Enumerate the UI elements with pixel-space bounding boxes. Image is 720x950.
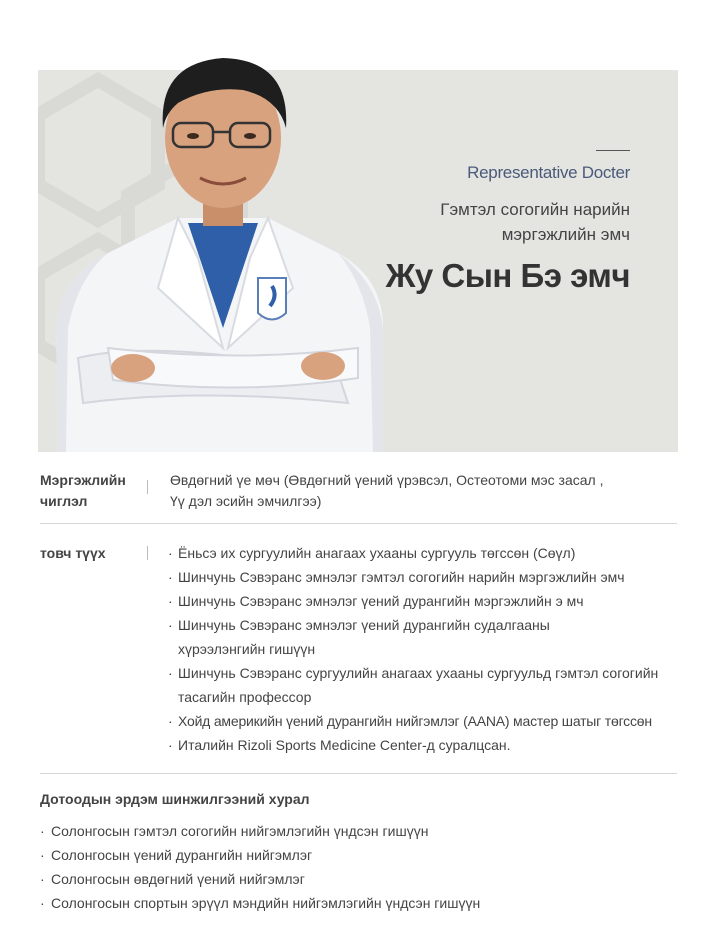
list-item: · Хойд америкийн үений дурангийн нийгэмлэг (AANA) мастер шатыг төгссөн — [168, 709, 680, 733]
row-separator — [147, 480, 148, 494]
list-item: · Шинчунь Сэвэранс эмнэлэг үений дурангийн мэргэжлийн э мч — [168, 589, 680, 613]
specialty-content — [170, 470, 604, 512]
divider — [40, 523, 677, 524]
specialty-row — [40, 470, 677, 514]
bio-row — [40, 543, 677, 758]
hero-subtitle-english: Representative Docter — [467, 163, 630, 182]
list-item: · Солонгосын спортын эрүүл мэндийн нийгэмлэгийн үндсэн гишүүн — [40, 891, 480, 915]
specialty-label: Мэргэжлийн чиглэл — [40, 472, 126, 509]
list-item: · Шинчунь Сэвэранс сургуулийн анагаах ухааны сургуульд гэмтэл согогийн тасагийн профессор — [168, 661, 680, 709]
divider — [40, 773, 677, 774]
hero-specialty: Гэмтэл согогийн нарийн мэргэжлийн эмч — [440, 200, 630, 244]
bio-label: товч түүх — [40, 545, 106, 561]
list-item: · Солонгосын гэмтэл согогийн нийгэмлэгийн үндсэн гишүүн — [40, 819, 480, 843]
specialty-line-1: Өвдөгний үе мөч (Өвдөгний үений үрэвсэл, Остеотоми мэс засал , — [170, 472, 604, 488]
hero-text-block — [386, 150, 630, 295]
list-item: · Италийн Rizoli Sports Medicine Center-д суралцсан. — [168, 733, 680, 757]
doctor-name: Жу Сын Бэ эмч — [385, 257, 630, 294]
list-item: · Шинчунь Сэвэранс эмнэлэг үений дурангийн судалгааны хүрээлэнгийн гишүүн — [168, 613, 578, 661]
doctor-photo — [38, 28, 398, 452]
specialty-line-2: Үү дэл эсийн эмчилгээ) — [170, 493, 322, 509]
row-separator — [147, 546, 148, 560]
list-item: · Солонгосын өвдөгний үений нийгэмлэг — [40, 867, 480, 891]
membership-list — [40, 819, 480, 915]
bio-list — [168, 541, 680, 757]
list-item: · Ёньсэ их сургуулийн анагаах ухааны сургууль төгссөн (Сөүл) — [168, 541, 680, 565]
list-item: · Солонгосын үений дурангийн нийгэмлэг — [40, 843, 480, 867]
list-item: · Шинчунь Сэвэранс эмнэлэг гэмтэл согогийн нарийн мэргэжлийн эмч — [168, 565, 680, 589]
membership-title: Дотоодын эрдэм шинжилгээний хурал — [40, 791, 310, 807]
hero-divider-line — [596, 150, 630, 151]
doctor-hero-banner — [38, 70, 678, 452]
